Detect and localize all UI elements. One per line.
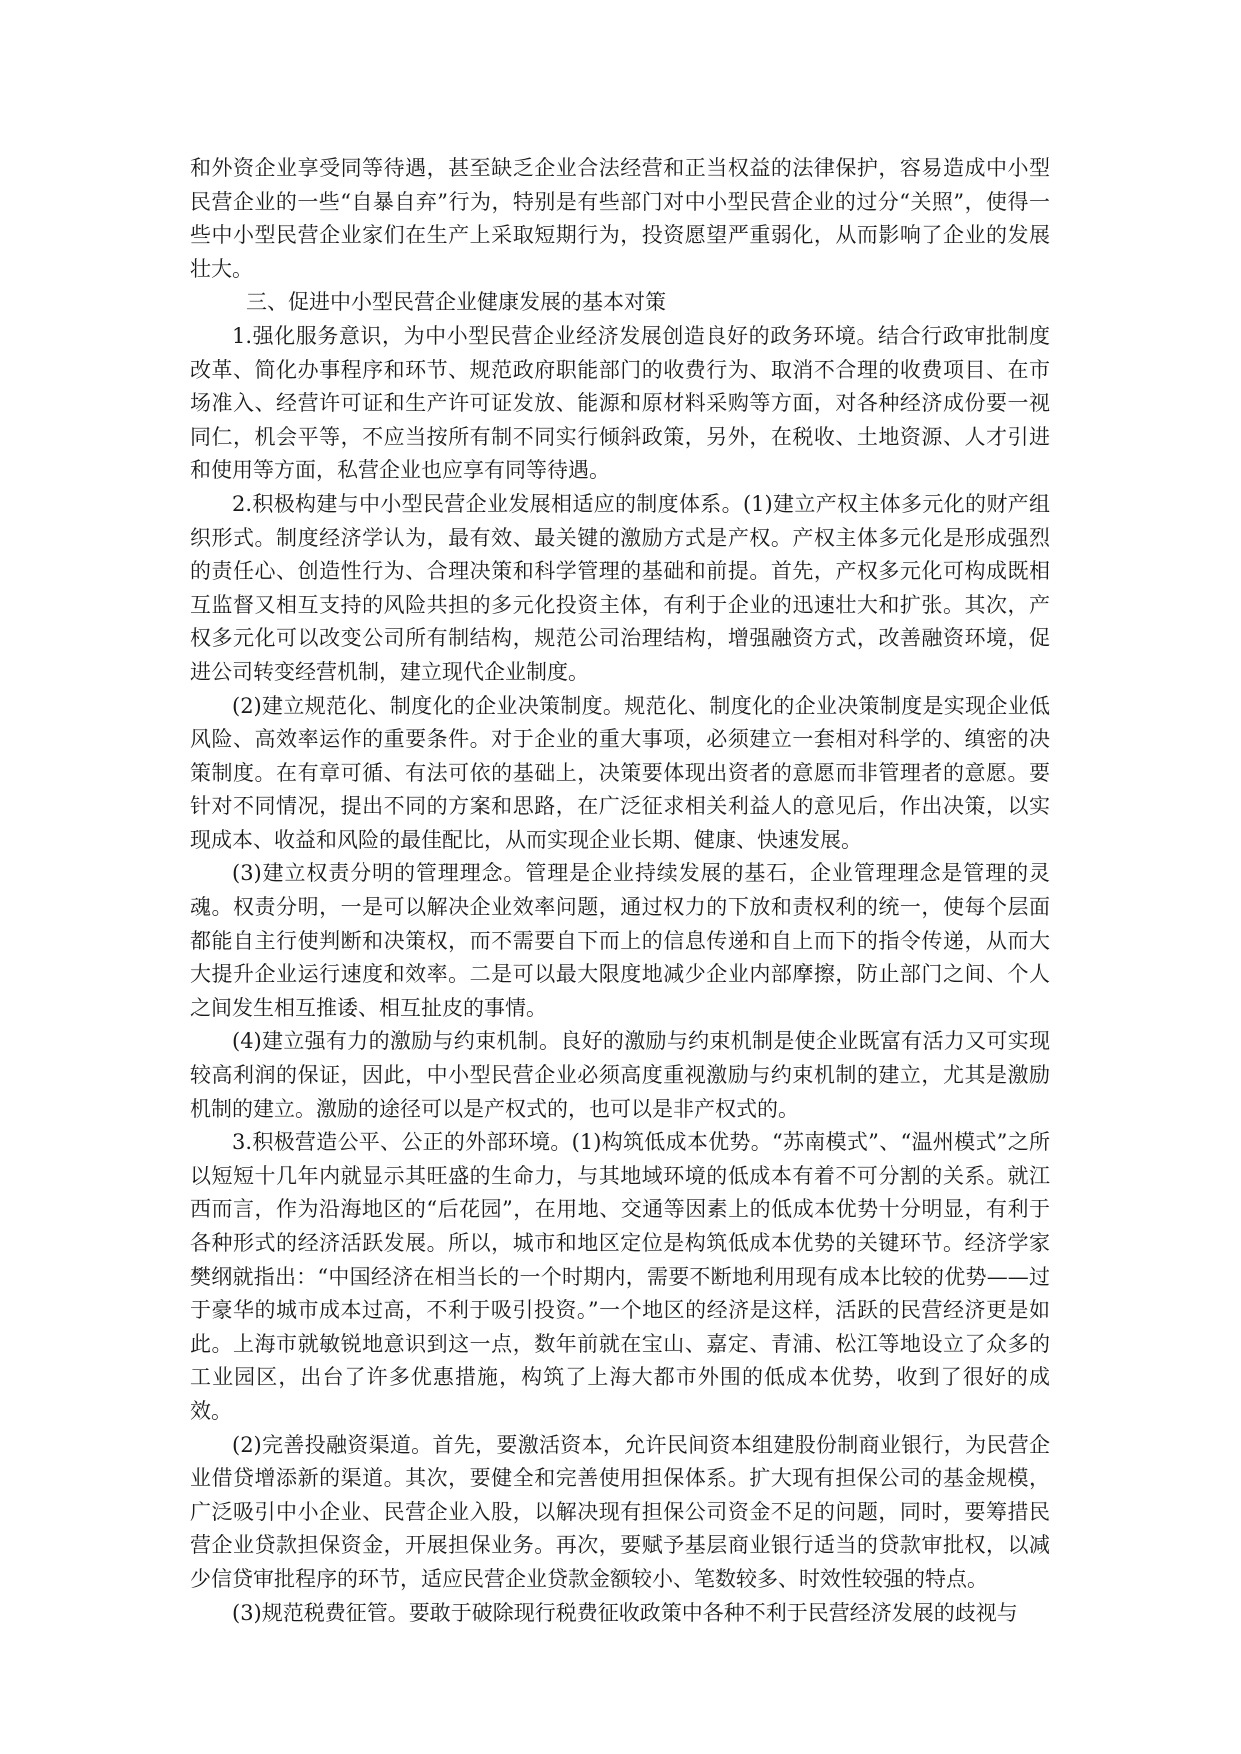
paragraph-1: 1.强化服务意识，为中小型民营企业经济发展创造良好的政务环境。结合行政审批制度改革、简化办事程序和环节、规范政府职能部门的收费行为、取消不合理的收费项目、在市场准入、经营许可证和生产许可证发放、能源和原材料采购等方面，对各种经济成份要一视同仁，机会平等，不应当按所有制不同实行倾斜政策，另外，在税收、土地资源、人才引进和使用等方面，私营企业也应享有同等待遇。: [190, 323, 1050, 483]
paragraph-3-item-2: (2)完善投融资渠道。首先，要激活资本，允许民间资本组建股份制商业银行，为民营企业借贷增添新的渠道。其次，要健全和完善使用担保体系。扩大现有担保公司的基金规模，广泛吸引中小企业、民营企业入股，以解决现有担保公司资金不足的问题，同时，要筹措民营企业贷款担保资金，开展担保业务。再次，要赋予基层商业银行适当的贷款审批权，以减少信贷审批程序的环节，适应民营企业贷款金额较小、笔数较多、时效性较强的特点。: [190, 1432, 1050, 1591]
paragraph-2-item-4: (4)建立强有力的激励与约束机制。良好的激励与约束机制是使企业既富有活力又可实现较高利润的保证，因此，中小型民营企业必须高度重视激励与约束机制的建立，尤其是激励机制的建立。激励的途径可以是产权式的，也可以是非产权式的。: [190, 1029, 1050, 1121]
paragraph-continuation: 和外资企业享受同等待遇，甚至缺乏企业合法经营和正当权益的法律保护，容易造成中小型民营企业的一些“自暴自弃”行为，特别是有些部门对中小型民营企业的过分“关照”，使得一些中小型民营企业家们在生产上采取短期行为，投资愿望严重弱化，从而影响了企业的发展壮大。: [190, 156, 1050, 281]
paragraph-3-item-3: (3)规范税费征管。要敢于破除现行税费征收政策中各种不利于民营经济发展的歧视与: [232, 1600, 1018, 1625]
paragraph-3: 3.积极营造公平、公正的外部环境。(1)构筑低成本优势。“苏南模式”、“温州模式”之所以短短十几年内就显示其旺盛的生命力，与其地域环境的低成本有着不可分割的关系。就江西而言，作为沿海地区的“后花园”，在用地、交通等因素上的低成本优势十分明显，有利于各种形式的经济活跃发展。所以，城市和地区定位是构筑低成本优势的关键环节。经济学家樊纲就指出：“中国经济在相当长的一个时期内，需要不断地利用现有成本比较的优势——过于豪华的城市成本过高，不利于吸引投资。”一个地区的经济是这样，活跃的民营经济更是如此。上海市就敏锐地意识到这一点，数年前就在宝山、嘉定、青浦、松江等地设立了众多的工业园区，出台了许多优惠措施，构筑了上海大都市外围的低成本优势，收到了很好的成效。: [190, 1130, 1050, 1423]
paragraph-2-item-3: (3)建立权责分明的管理理念。管理是企业持续发展的基石，企业管理理念是管理的灵魂。权责分明，一是可以解决企业效率问题，通过权力的下放和责权利的统一，使每个层面都能自主行使判断和决策权，而不需要自下而上的信息传递和自上而下的指令传递，从而大大提升企业运行速度和效率。二是可以最大限度地减少企业内部摩擦，防止部门之间、个人之间发生相互推诿、相互扯皮的事情。: [190, 861, 1050, 1020]
document-body: [190, 152, 1050, 1630]
paragraph-2: 2.积极构建与中小型民营企业发展相适应的制度体系。(1)建立产权主体多元化的财产组织形式。制度经济学认为，最有效、最关键的激励方式是产权。产权主体多元化是形成强烈的责任心、创造性行为、合理决策和科学管理的基础和前提。首先，产权多元化可构成既相互监督又相互支持的风险共担的多元化投资主体，有利于企业的迅速壮大和扩张。其次，产权多元化可以改变公司所有制结构，规范公司治理结构，增强融资方式，改善融资环境，促进公司转变经营机制，建立现代企业制度。: [190, 491, 1050, 684]
paragraph-2-item-2: (2)建立规范化、制度化的企业决策制度。规范化、制度化的企业决策制度是实现企业低风险、高效率运作的重要条件。对于企业的重大事项，必须建立一套相对科学的、缜密的决策制度。在有章可循、有法可依的基础上，决策要体现出资者的意愿而非管理者的意愿。要针对不同情况，提出不同的方案和思路，在广泛征求相关利益人的意见后，作出决策，以实现成本、收益和风险的最佳配比，从而实现企业长期、健康、快速发展。: [190, 693, 1050, 852]
section-heading: 三、促进中小型民营企业健康发展的基本对策: [246, 290, 666, 315]
